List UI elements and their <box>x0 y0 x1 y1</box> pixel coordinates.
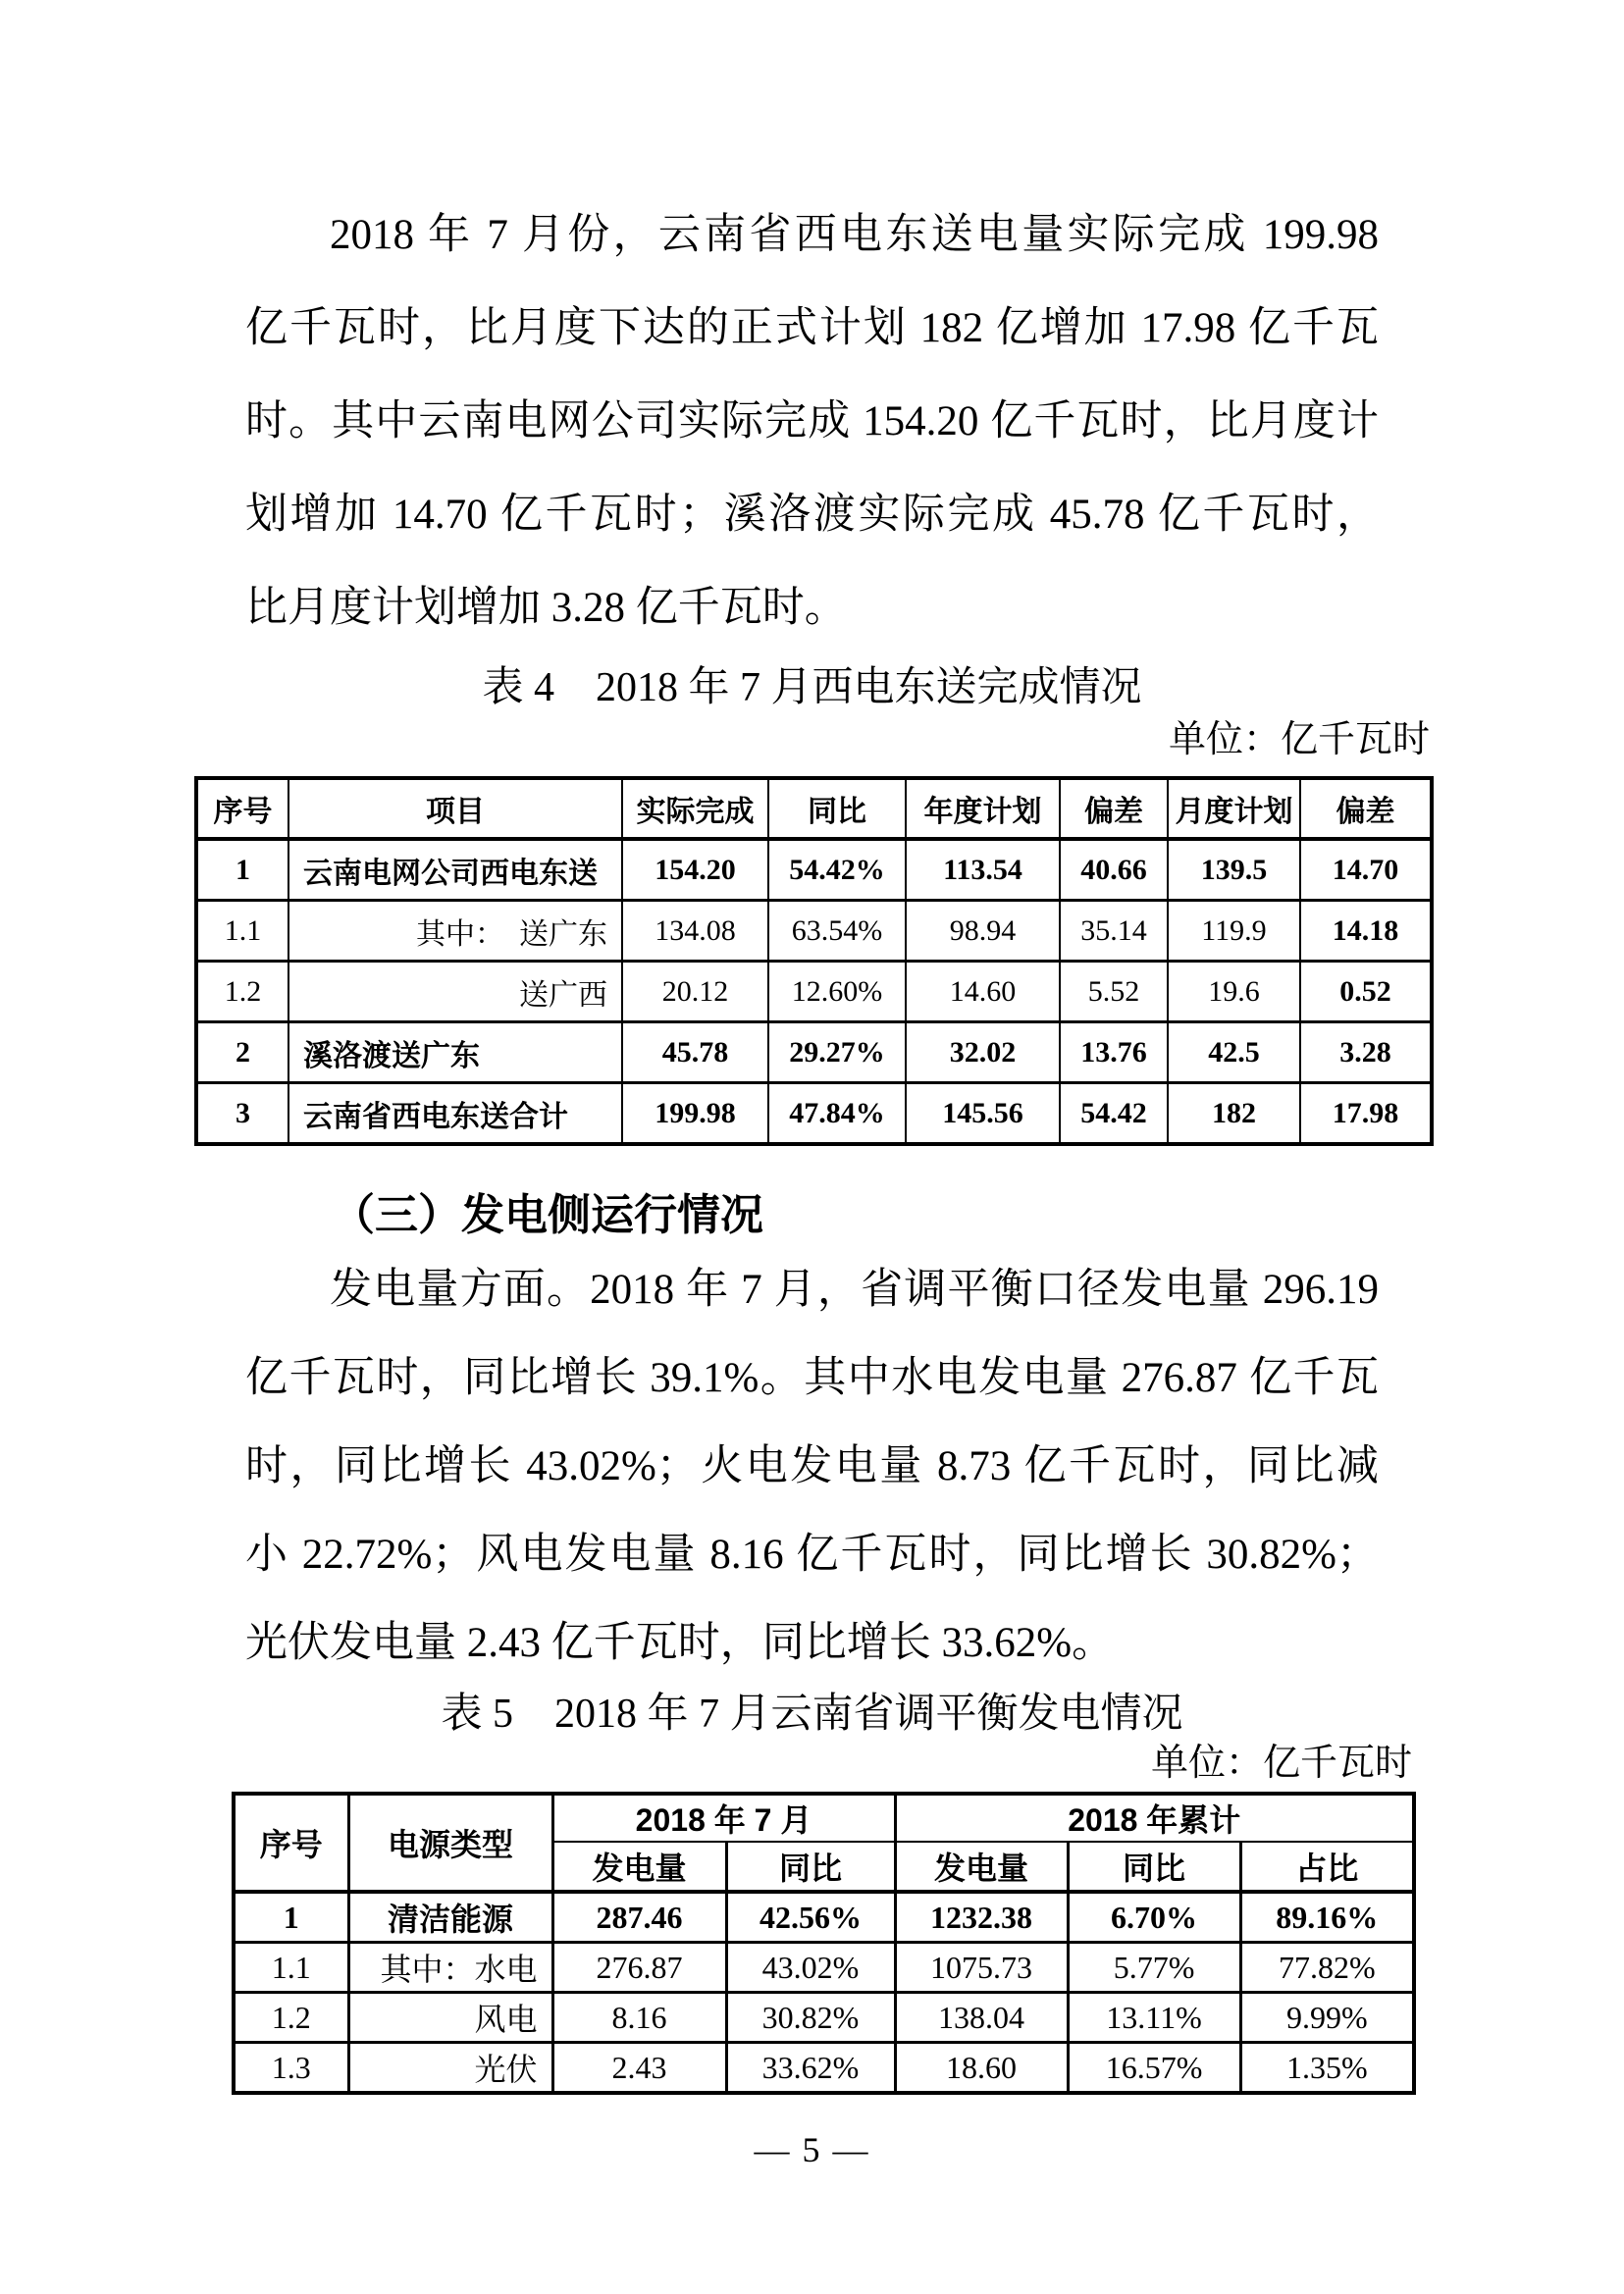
cell: 40.66 <box>1060 839 1168 901</box>
paragraph-line: 亿千瓦时，比月度下达的正式计划 182 亿增加 17.98 亿千瓦 <box>245 305 1379 351</box>
cell: 3 <box>196 1083 288 1145</box>
paragraph-line: 光伏发电量 2.43 亿千瓦时，同比增长 33.62%。 <box>245 1620 1115 1666</box>
header-cell: 电源类型 <box>348 1794 552 1892</box>
cell: 16.57% <box>1068 2043 1240 2094</box>
cell: 35.14 <box>1060 901 1168 962</box>
cell: 清洁能源 <box>348 1892 552 1943</box>
table4-caption: 表 4 2018 年 7 月西电东送完成情况 <box>482 665 1142 710</box>
cell: 2.43 <box>552 2043 726 2094</box>
page-number: — 5 — <box>754 2130 870 2169</box>
table4-west-east-transmission <box>194 776 1434 1146</box>
cell: 1.1 <box>196 901 288 962</box>
cell: 2 <box>196 1022 288 1083</box>
cell: 33.62% <box>726 2043 895 2094</box>
paragraph-line: 时。其中云南电网公司实际完成 154.20 亿千瓦时，比月度计 <box>245 398 1379 444</box>
cell: 42.5 <box>1168 1022 1300 1083</box>
table-row <box>234 1892 1414 1943</box>
cell: 3.28 <box>1300 1022 1432 1083</box>
cell: 1.1 <box>234 1943 348 1993</box>
cell: 云南省西电东送合计 <box>288 1083 622 1145</box>
cell: 276.87 <box>552 1943 726 1993</box>
paragraph-line: 划增加 14.70 亿千瓦时；溪洛渡实际完成 45.78 亿千瓦时， <box>245 492 1379 538</box>
paragraph-generation <box>245 1246 1379 1688</box>
cell: 138.04 <box>895 1993 1068 2043</box>
cell: 13.76 <box>1060 1022 1168 1083</box>
cell: 1.2 <box>196 962 288 1022</box>
cell: 63.54% <box>768 901 906 962</box>
cell: 5.52 <box>1060 962 1168 1022</box>
cell: 98.94 <box>906 901 1060 962</box>
cell: 45.78 <box>622 1022 768 1083</box>
cell: 199.98 <box>622 1083 768 1145</box>
header-cell-group-cumulative: 2018 年累计 <box>895 1794 1414 1842</box>
cell: 5.77% <box>1068 1943 1240 1993</box>
section-heading-generation: （三）发电侧运行情况 <box>332 1191 763 1239</box>
cell: 113.54 <box>906 839 1060 901</box>
header-cell: 实际完成 <box>622 778 768 839</box>
table-row <box>196 839 1432 901</box>
paragraph-line: 发电量方面。2018 年 7 月，省调平衡口径发电量 296.19 <box>330 1267 1379 1313</box>
cell: 77.82% <box>1240 1943 1414 1993</box>
cell: 12.60% <box>768 962 906 1022</box>
header-cell: 偏差 <box>1060 778 1168 839</box>
cell: 云南电网公司西电东送 <box>288 839 622 901</box>
header-cell-group-month: 2018 年 7 月 <box>552 1794 895 1842</box>
cell: 145.56 <box>906 1083 1060 1145</box>
cell: 14.60 <box>906 962 1060 1022</box>
cell: 0.52 <box>1300 962 1432 1022</box>
cell: 1232.38 <box>895 1892 1068 1943</box>
cell: 1 <box>196 839 288 901</box>
paragraph-line: 亿千瓦时，同比增长 39.1%。其中水电发电量 276.87 亿千瓦 <box>245 1355 1379 1401</box>
table5-caption: 表 5 2018 年 7 月云南省调平衡发电情况 <box>441 1692 1183 1737</box>
cell: 30.82% <box>726 1993 895 2043</box>
cell: 119.9 <box>1168 901 1300 962</box>
cell: 54.42% <box>768 839 906 901</box>
header-cell: 偏差 <box>1300 778 1432 839</box>
paragraph-line: 比月度计划增加 3.28 亿千瓦时。 <box>245 585 847 631</box>
cell: 光伏 <box>348 2043 552 2094</box>
cell: 14.18 <box>1300 901 1432 962</box>
table4-unit-label: 单位：亿千瓦时 <box>1168 719 1430 760</box>
cell: 1.35% <box>1240 2043 1414 2094</box>
cell: 其中：水电 <box>348 1943 552 1993</box>
cell: 139.5 <box>1168 839 1300 901</box>
table-row <box>234 2043 1414 2094</box>
table-row <box>196 962 1432 1022</box>
paragraph-west-east-power <box>245 188 1379 654</box>
cell: 42.56% <box>726 1892 895 1943</box>
cell: 47.84% <box>768 1083 906 1145</box>
table-row <box>196 1022 1432 1083</box>
header-cell: 同比 <box>1068 1842 1240 1892</box>
header-cell: 项目 <box>288 778 622 839</box>
cell: 溪洛渡送广东 <box>288 1022 622 1083</box>
cell: 1.3 <box>234 2043 348 2094</box>
header-cell: 同比 <box>768 778 906 839</box>
cell: 89.16% <box>1240 1892 1414 1943</box>
cell: 6.70% <box>1068 1892 1240 1943</box>
table4-header-row <box>196 778 1432 839</box>
cell: 182 <box>1168 1083 1300 1145</box>
table-row <box>196 901 1432 962</box>
paragraph-line: 小 22.72%；风电发电量 8.16 亿千瓦时，同比增长 30.82%； <box>245 1532 1379 1578</box>
cell: 19.6 <box>1168 962 1300 1022</box>
cell: 9.99% <box>1240 1993 1414 2043</box>
cell: 29.27% <box>768 1022 906 1083</box>
header-cell: 同比 <box>726 1842 895 1892</box>
cell: 17.98 <box>1300 1083 1432 1145</box>
table5-unit-label: 单位：亿千瓦时 <box>1150 1743 1412 1784</box>
table-row <box>234 1993 1414 2043</box>
cell: 18.60 <box>895 2043 1068 2094</box>
header-cell: 年度计划 <box>906 778 1060 839</box>
paragraph-line: 2018 年 7 月份，云南省西电东送电量实际完成 199.98 <box>330 212 1379 258</box>
cell: 其中： 送广东 <box>288 901 622 962</box>
table-row <box>196 1083 1432 1145</box>
cell: 54.42 <box>1060 1083 1168 1145</box>
table5-header-row-groups <box>234 1794 1414 1842</box>
cell: 134.08 <box>622 901 768 962</box>
header-cell: 序号 <box>234 1794 348 1892</box>
cell: 8.16 <box>552 1993 726 2043</box>
cell: 154.20 <box>622 839 768 901</box>
cell: 14.70 <box>1300 839 1432 901</box>
paragraph-line: 时，同比增长 43.02%；火电发电量 8.73 亿千瓦时，同比减 <box>245 1443 1379 1489</box>
cell: 13.11% <box>1068 1993 1240 2043</box>
cell: 20.12 <box>622 962 768 1022</box>
header-cell: 发电量 <box>552 1842 726 1892</box>
header-cell: 序号 <box>196 778 288 839</box>
cell: 风电 <box>348 1993 552 2043</box>
table5-generation-balance <box>232 1792 1416 2095</box>
cell: 32.02 <box>906 1022 1060 1083</box>
table-row <box>234 1943 1414 1993</box>
header-cell: 发电量 <box>895 1842 1068 1892</box>
cell: 1.2 <box>234 1993 348 2043</box>
header-cell: 月度计划 <box>1168 778 1300 839</box>
cell: 1075.73 <box>895 1943 1068 1993</box>
cell: 1 <box>234 1892 348 1943</box>
cell: 287.46 <box>552 1892 726 1943</box>
cell: 送广西 <box>288 962 622 1022</box>
header-cell: 占比 <box>1240 1842 1414 1892</box>
cell: 43.02% <box>726 1943 895 1993</box>
